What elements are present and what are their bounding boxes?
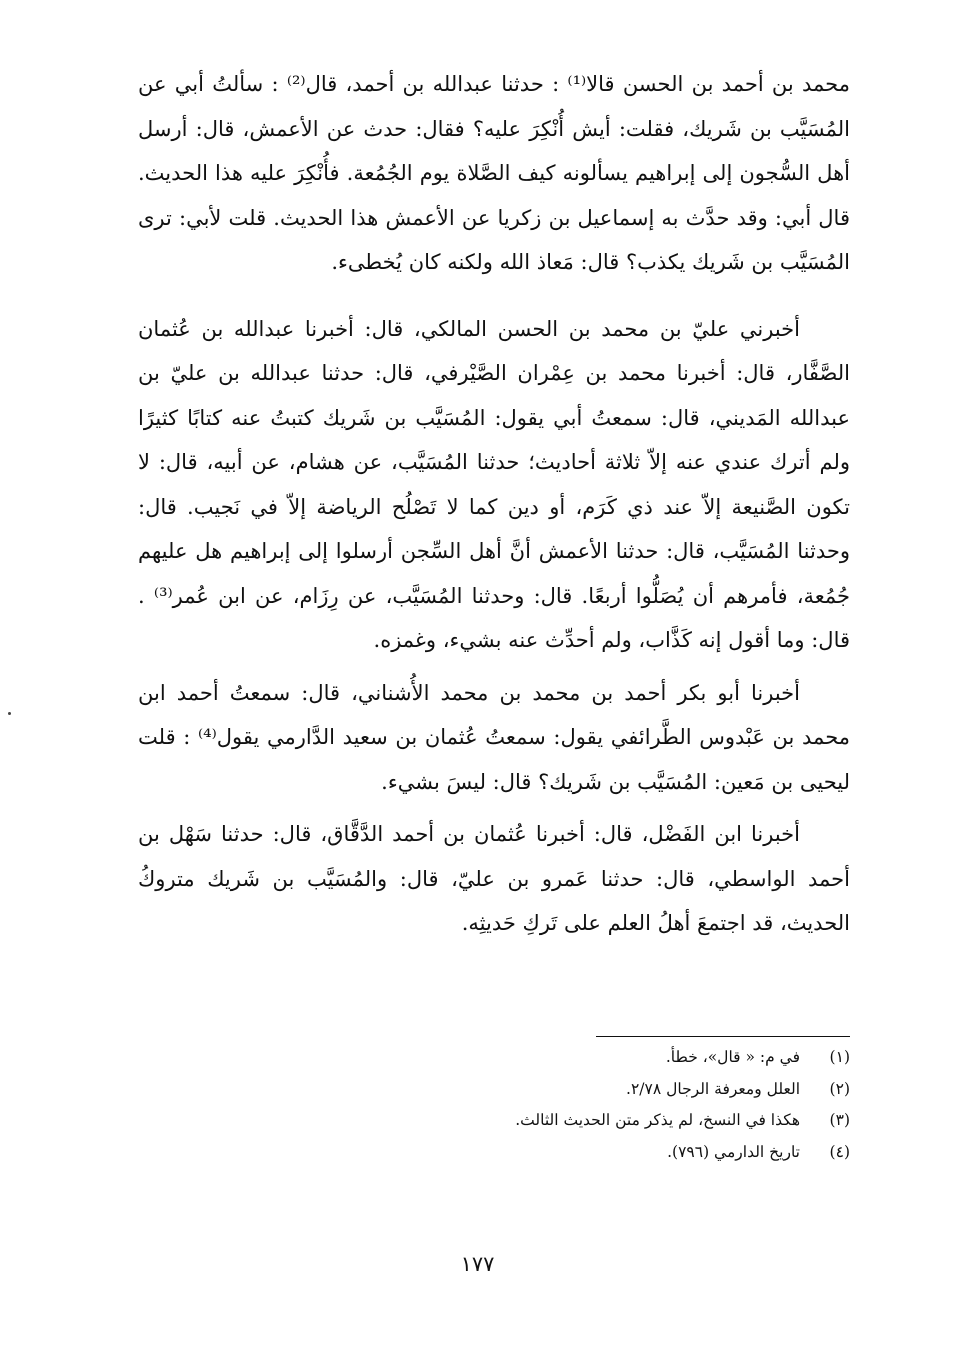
paragraph-4: أخبرنا ابن الفَضْل، قال: أخبرنا عُثمان بن أحمد الدَّقَّاق، قال: حدثنا سَهْل بن أحمد الواسطي، قال: حدثنا عَمرو بن عليّ، قال: والمُسَيَّب بن شَريك متروكُ الحديث، قد اجتمعَ أهلُ العلم على تَركِ حَديثِه. xyxy=(138,822,850,935)
footnote-4 xyxy=(300,1137,850,1169)
footnote-number: (٤) xyxy=(829,1142,850,1161)
main-text xyxy=(138,62,850,954)
footnote-3 xyxy=(300,1105,850,1137)
footnote-number: (٣) xyxy=(829,1111,850,1129)
footnotes xyxy=(300,1042,850,1168)
paragraph-2: أخبرني عليّ بن محمد بن الحسن المالكي، قال: أخبرنا عبدالله بن عُثمان الصَّفَّار، قال: أخبرنا محمد بن عِمْران الصَّيْرفي، قال: حدثنا عبدالله بن عليّ بن عبدالله المَديني، قال: سمعتُ أبي يقول: المُسَيَّب بن شَريك كتبتُ عنه كتابًا كثيرًا ولم أترك عندي عنه إلاّ ثلاثة أحاديث؛ حدثنا المُسَيَّب، عن هشام، عن أبيه، قال: لا تكون الصَّنيعة إلاّ عند ذي كَرَم، أو دين كما لا تَصْلُح الرياضة إلاّ في نَجيب. قال: وحدثنا المُسَيَّب، قال: حدثنا الأعمش أنَّ أهل السِّجن أرسلوا إلى إبراهيم هل عليهم جُمُعة، فأمرهم أن يُصَلُّوا أربعًا. قال: وحدثنا المُسَيَّب، عن رِزَام، عن ابن عُمر⁽³⁾ . قال: وما أقول إنه كَذَّاب، ولم أحدِّث عنه بشيء، وغمزه. xyxy=(138,316,850,652)
footnote-2 xyxy=(300,1074,850,1106)
paragraph-1: محمد بن أحمد بن الحسن قالا⁽¹⁾ : حدثنا عبدالله بن أحمد، قال⁽²⁾ : سألتُ أبي عن المُسَيَّب بن شَريك، فقلت: أيش أُنْكِرَ عليه؟ فقال: حدث عن الأعمش، قال: أرسل أهل السُّجون إلى إبراهيم يسألونه كيف الصَّلاة يوم الجُمُعة. فأُنْكِرَ عليه هذا الحديث. قال أبي: وقد حدَّث به إسماعيل بن زكريا عن الأعمش هذا الحديث. قلت لأبي: ترى المُسَيَّب بن شَريك يكذب؟ قال: مَعاذ الله ولكنه كان يُخطىء. xyxy=(138,72,850,274)
paragraph-3: أخبرنا أبو بكر أحمد بن محمد بن محمد الأُشناني، قال: سمعتُ أحمد ابن محمد بن عَبْدوس الطَّرائفي يقول: سمعتُ عُثمان بن سعيد الدَّارمي يقول⁽⁴⁾ : قلت ليحيى بن مَعين: المُسَيَّب بن شَريك؟ قال: ليسَ بشيء. xyxy=(138,680,850,794)
footnote-divider xyxy=(596,1036,850,1037)
footnote-text: في م: « قال»، خطأ. xyxy=(665,1048,800,1066)
footnote-text: هكذا في النسخ، لم يذكر متن الحديث الثالث. xyxy=(515,1111,800,1129)
footnote-text: تاريخ الدارمي (٧٩٦). xyxy=(667,1142,800,1161)
scan-speck xyxy=(8,712,11,715)
footnote-1 xyxy=(300,1042,850,1074)
footnote-number: (١) xyxy=(829,1048,850,1066)
footnote-number: (٢) xyxy=(829,1079,850,1098)
footnote-text: العلل ومعرفة الرجال ٢/٧٨. xyxy=(626,1079,800,1098)
page-number: ١٧٧ xyxy=(460,1252,495,1276)
